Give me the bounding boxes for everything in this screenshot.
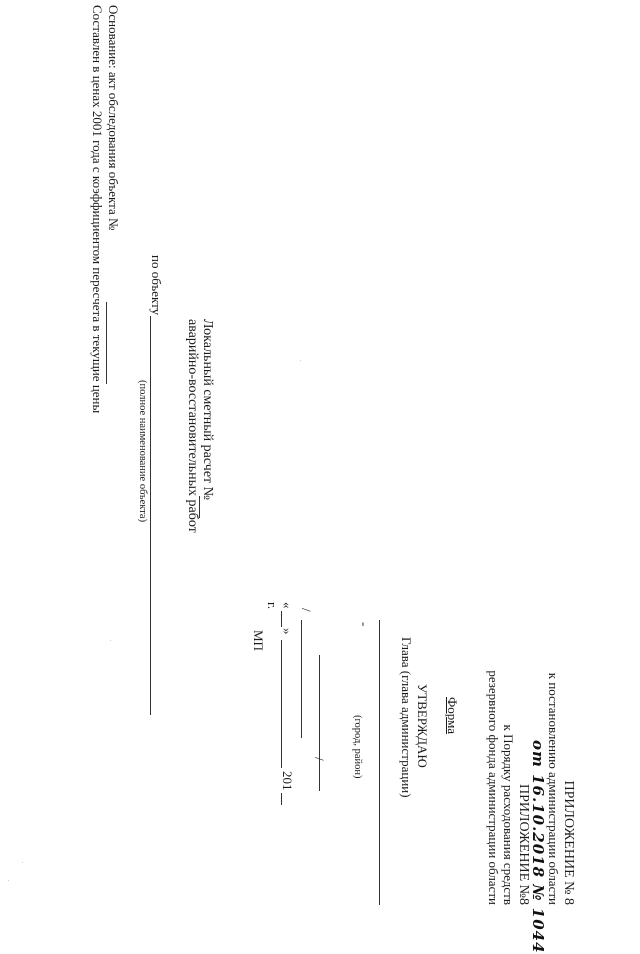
date-year-line	[281, 793, 282, 805]
appendix2-line3: резервного фонда администрации области	[486, 670, 501, 905]
date-month-line	[281, 640, 282, 768]
estimate-title: Локальный сметный расчет №	[200, 319, 215, 501]
slash-right: /	[312, 757, 327, 761]
slash-left: /	[299, 608, 314, 612]
approval-dash: -	[357, 622, 372, 627]
appendix2-line2: к Порядку расходования средств	[501, 724, 516, 905]
date-year: 201	[280, 771, 295, 791]
signature-line-head	[379, 620, 380, 905]
basis-number-line	[106, 302, 107, 384]
object-label: по объекту	[149, 255, 164, 316]
compiled-text: Составлен в ценах 2001 года с коэффициентом пересчета в текущие цены	[90, 5, 105, 414]
handwritten-date-number: от 16.10.2018 № 1044	[529, 740, 547, 954]
date-open-quote: «	[280, 602, 295, 609]
basis-text: Основание: акт обследования объекта №	[106, 5, 121, 231]
appendix-subtitle: к постановлению администрации области	[546, 672, 561, 905]
city-hint: (город, район)	[352, 715, 363, 779]
date-year-suffix: г.	[265, 602, 280, 610]
signature-line	[319, 655, 320, 791]
seal-label: МП	[251, 630, 266, 651]
approval-title: УТВЕРЖДАЮ	[415, 684, 430, 768]
object-line	[150, 316, 151, 715]
estimate-subtitle: аварийно-восстановительных работ	[185, 319, 200, 533]
appendix-title: ПРИЛОЖЕНИЕ № 8	[561, 780, 576, 905]
appendix2-title: ПРИЛОЖЕНИЕ №8	[516, 784, 531, 905]
name-line	[301, 620, 302, 738]
object-hint: (полное наименование объекта)	[137, 380, 148, 523]
date-day-line	[281, 611, 282, 627]
approval-head: Глава (глава администрации)	[399, 637, 414, 798]
date-close-quote: »	[280, 628, 295, 635]
form-label: Форма	[445, 697, 460, 734]
